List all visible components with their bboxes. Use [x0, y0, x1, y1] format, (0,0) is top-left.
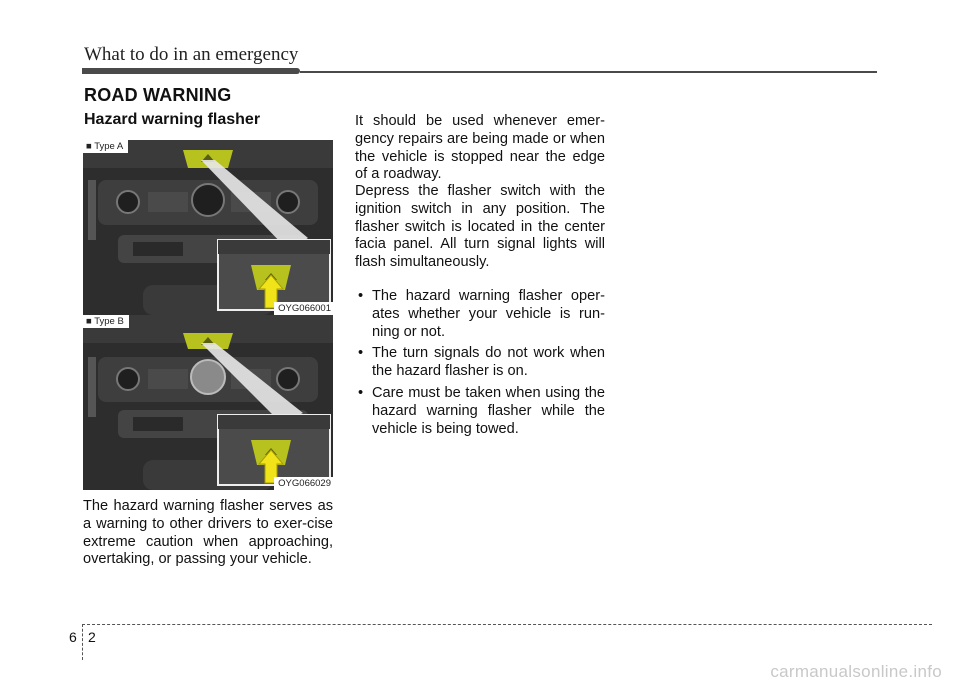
body-paragraph-left: The hazard warning flasher serves as a warning to other drivers to exer-cise extreme caution when approaching, overtaking, or passing your vehicle. [83, 498, 333, 568]
footer-divider [82, 624, 83, 660]
dashboard-illustration-b [83, 315, 333, 490]
figure-type-b [83, 315, 333, 490]
subsection-title: Hazard warning flasher [84, 111, 261, 128]
chapter-header: What to do in an emergency [84, 44, 299, 65]
bullet-symbol: • [358, 288, 364, 304]
watermark: carmanualsonline.info [770, 662, 942, 681]
figure-label-type-b: ■ Type B [83, 315, 129, 328]
list-item-text: Care must be taken when using the hazard warning flasher while the vehicle is being towed. [372, 384, 605, 437]
dashboard-illustration-a [83, 140, 333, 315]
figure-code-a: OYG066001 [274, 302, 333, 315]
footer-rule [82, 624, 932, 625]
figure-code-b: OYG066029 [274, 477, 333, 490]
bullet-symbol: • [358, 384, 364, 401]
list-item-text: The hazard warning flasher oper-ates whether your vehicle is run-ning or not. [372, 288, 605, 340]
header-rule-thin [300, 71, 877, 73]
list-item [355, 345, 605, 381]
page-chapter-number: 6 [69, 629, 77, 645]
header-rule [82, 68, 877, 74]
figure-label-type-a: ■ Type A [83, 140, 128, 153]
bullet-symbol: • [358, 345, 364, 362]
figure-type-a [83, 140, 333, 315]
header-rule-thick [82, 68, 300, 74]
list-item-text: The turn signals do not work when the hazard flasher is on. [372, 345, 605, 380]
bullet-list [355, 288, 605, 442]
body-paragraph-right-1: It should be used whenever emer-gency repairs are being made or when the vehicle is stopped near the edge of a roadway. [355, 113, 605, 183]
page-number: 2 [88, 629, 96, 645]
body-paragraph-right-2: Depress the flasher switch with the ignition switch in any position. The flasher switch is located in the center facia panel. All turn signal lights will flash simultaneously. [355, 183, 605, 271]
section-title: ROAD WARNING [84, 85, 232, 105]
list-item [355, 385, 605, 438]
list-item [355, 288, 605, 341]
